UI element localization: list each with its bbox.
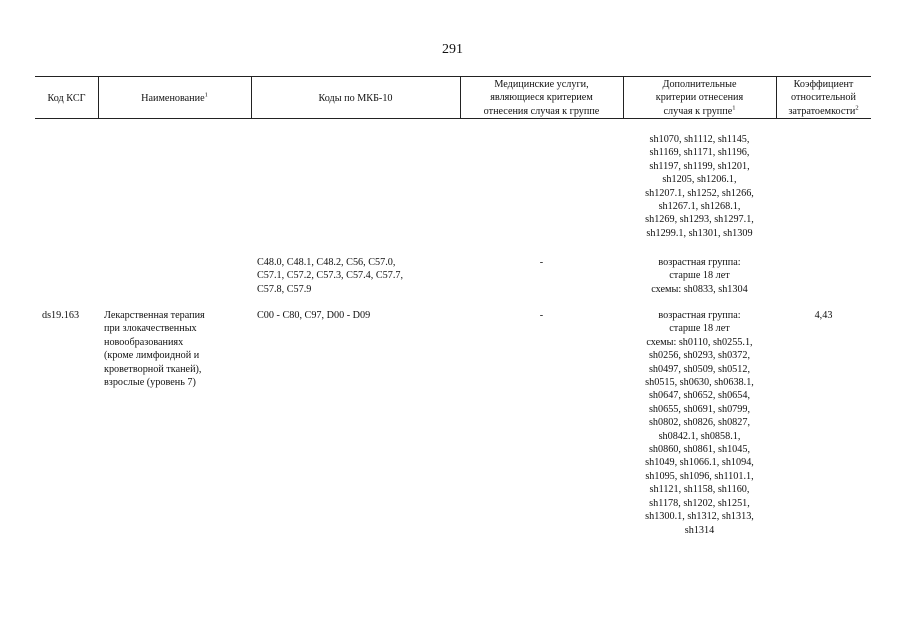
header-code: Код КСГ [47,93,86,104]
row2-coefficient: 4,43 [814,310,833,321]
row1-services: - [539,257,544,268]
header-criteria: Дополнительные критерии отнесения случая к группе$^1$ [655,79,744,117]
header-services-line: являющиеся критерием [490,92,593,104]
row2-code: ds19.163 [42,310,80,321]
page-number: 291 [442,42,463,57]
row1-mkb: C48.0, C48.1, C48.2, C56, C57.0, C57.1, C57.2, C57.3, C57.4, C57.7, C57.8, C57.9 [257,257,404,295]
row1-criteria: возрастная группа: старше 18 лет схемы: sh0833, sh1304 [651,257,748,295]
header-services-line: отнесения случая к группе [483,105,600,117]
header-services [460,78,623,118]
header-services-line: Медицинские услуги, [494,79,589,90]
row2-name: Лекарственная терапия при злокачественных новообразованиях (кроме лимфоидной и кроветворной тканей), взрослые (уровень 7) [104,310,205,389]
header-mkb: Коды по МКБ-10 [318,93,393,104]
header-name: Наименование$^1$ [141,91,208,104]
table-top-rule [35,76,871,77]
row2-services: - [539,310,544,321]
row2-mkb: C00 - C80, C97, D00 - D09 [257,310,371,321]
row2-criteria: возрастная группа: старше 18 лет схемы: sh0110, sh0255.1, sh0256, sh0293, sh0372, sh0497, sh0509, sh0512, sh0515, sh0630, sh0638.1, sh0647, sh0652, sh0654, sh0655, sh0691, sh0799, sh0802, sh0826, sh0827, sh0842.1, sh0858.1, sh0860, sh0861, sh1045, sh1049, sh1066.1, sh1094, sh1095, sh1096, sh1101.1, sh1121, sh1158, sh1160, sh1178, sh1202, sh1251, sh1300.1, sh1312, sh1313, sh1314 [645,310,754,536]
row0-criteria: sh1070, sh1112, sh1145, sh1169, sh1171, sh1196, sh1197, sh1199, sh1201, sh1205, sh1206.1, sh1207.1, sh1252, sh1266, sh1267.1, sh1268.1, sh1269, sh1293, sh1297.1, sh1299.1, sh1301, sh1309 [645,134,754,239]
header-coefficient: Коэффициент относительной затратоемкости$^2$ [788,79,859,117]
